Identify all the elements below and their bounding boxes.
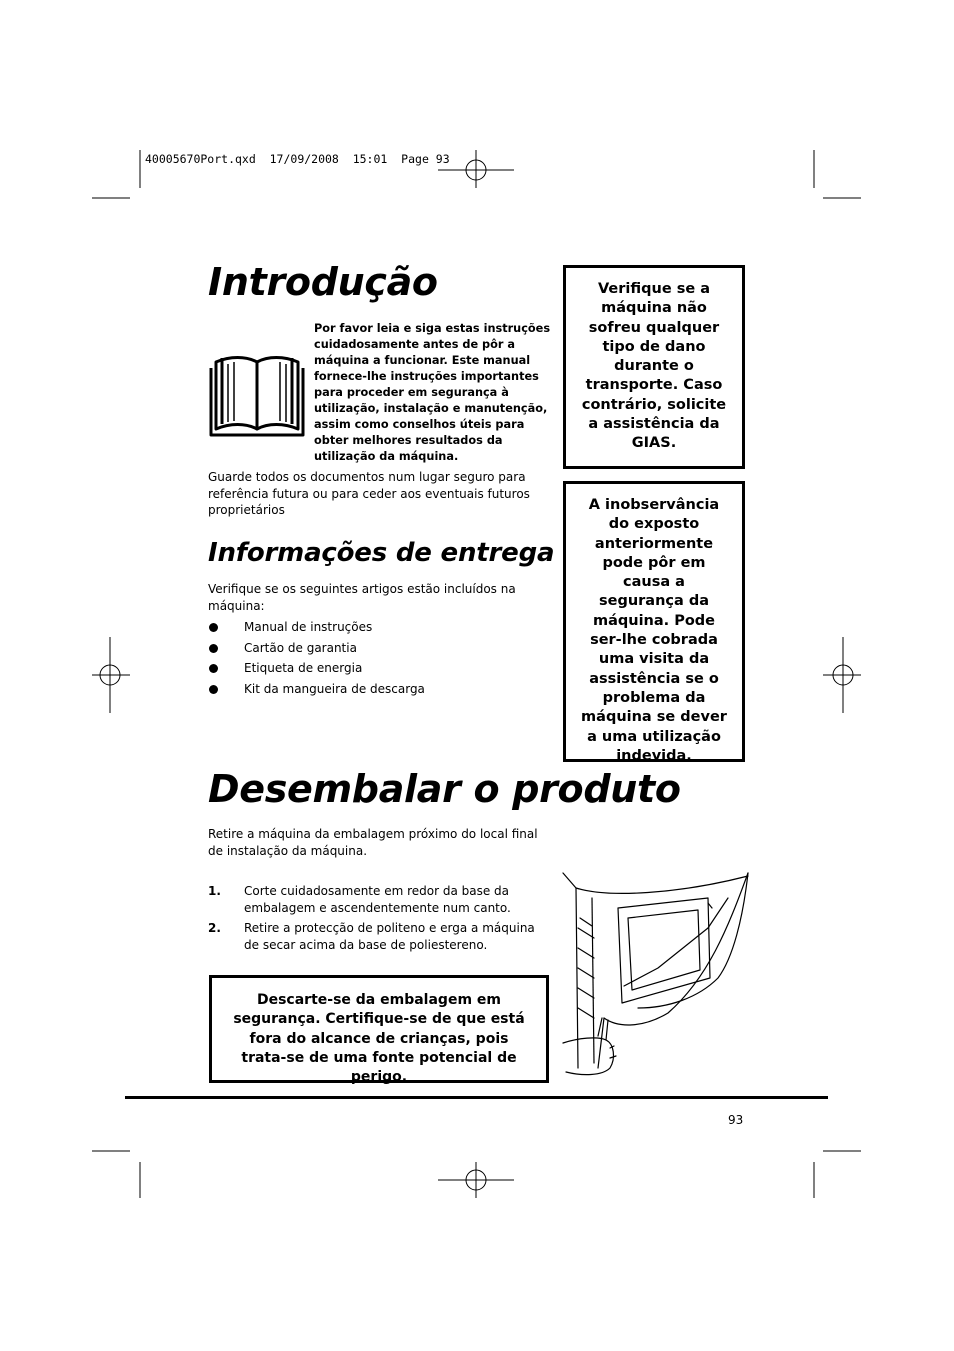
- delivery-title: Informações de entrega: [208, 538, 555, 568]
- list-item: Kit da mangueira de descarga: [208, 679, 538, 700]
- delivery-intro: Verifique se os seguintes artigos estão incluídos na máquina:: [208, 582, 516, 613]
- bullet-icon: [209, 644, 218, 653]
- list-item: Etiqueta de energia: [208, 658, 538, 679]
- list-item: Manual de instruções: [208, 617, 538, 638]
- step-item: 2. Retire a protecção de politeno e erga a máquina de secar acima da base de poliestereno.: [208, 921, 535, 952]
- bullet-icon: [209, 664, 218, 673]
- open-book-icon: [208, 350, 306, 438]
- intro-keep-documents: Guarde todos os documentos num lugar seguro para referência futura ou para ceder aos eventuais futuros proprietários: [208, 470, 530, 517]
- step-item: 1. Corte cuidadosamente em redor da base da embalagem e ascendentemente num canto.: [208, 884, 511, 915]
- transport-check-box: Verifique se a máquina não sofreu qualquer tipo de dano durante o transporte. Caso contrário, solicite a assistência da GIAS.: [563, 265, 745, 469]
- intro-bold-paragraph: Por favor leia e siga estas instruções cuidadosamente antes de pôr a máquina a funcionar. Este manual fornece-lhe instruções importantes para proceder em segurança à utilização, instalação e manutenção, assim como conselhos úteis para obter melhores resultados da utilização da máquina.: [314, 322, 551, 463]
- footer-rule: [125, 1096, 828, 1099]
- delivery-items-list: [208, 617, 538, 700]
- unpack-steps: [208, 883, 553, 957]
- page-number: 93: [728, 1113, 744, 1127]
- unpacking-illustration: [558, 868, 760, 1080]
- packaging-safety-box: Descarte-se da embalagem em segurança. Certifique-se de que está fora do alcance de crianças, pois trata-se de uma fonte potencial de perigo.: [209, 975, 549, 1083]
- intro-title: Introdução: [208, 260, 438, 304]
- unpack-intro: Retire a máquina da embalagem próximo do local final de instalação da máquina.: [208, 827, 538, 858]
- print-slug: 40005670Port.qxd 17/09/2008 15:01 Page 93: [145, 152, 450, 166]
- misuse-warning-box: A inobservância do exposto anteriormente pode pôr em causa a segurança da máquina. Pode ser-lhe cobrada uma visita da assistência se o problema da máquina se dever a uma utilização indevida.: [563, 481, 745, 762]
- bullet-icon: [209, 685, 218, 694]
- list-item: Cartão de garantia: [208, 638, 538, 659]
- bullet-icon: [209, 623, 218, 632]
- unpack-title: Desembalar o produto: [208, 767, 681, 811]
